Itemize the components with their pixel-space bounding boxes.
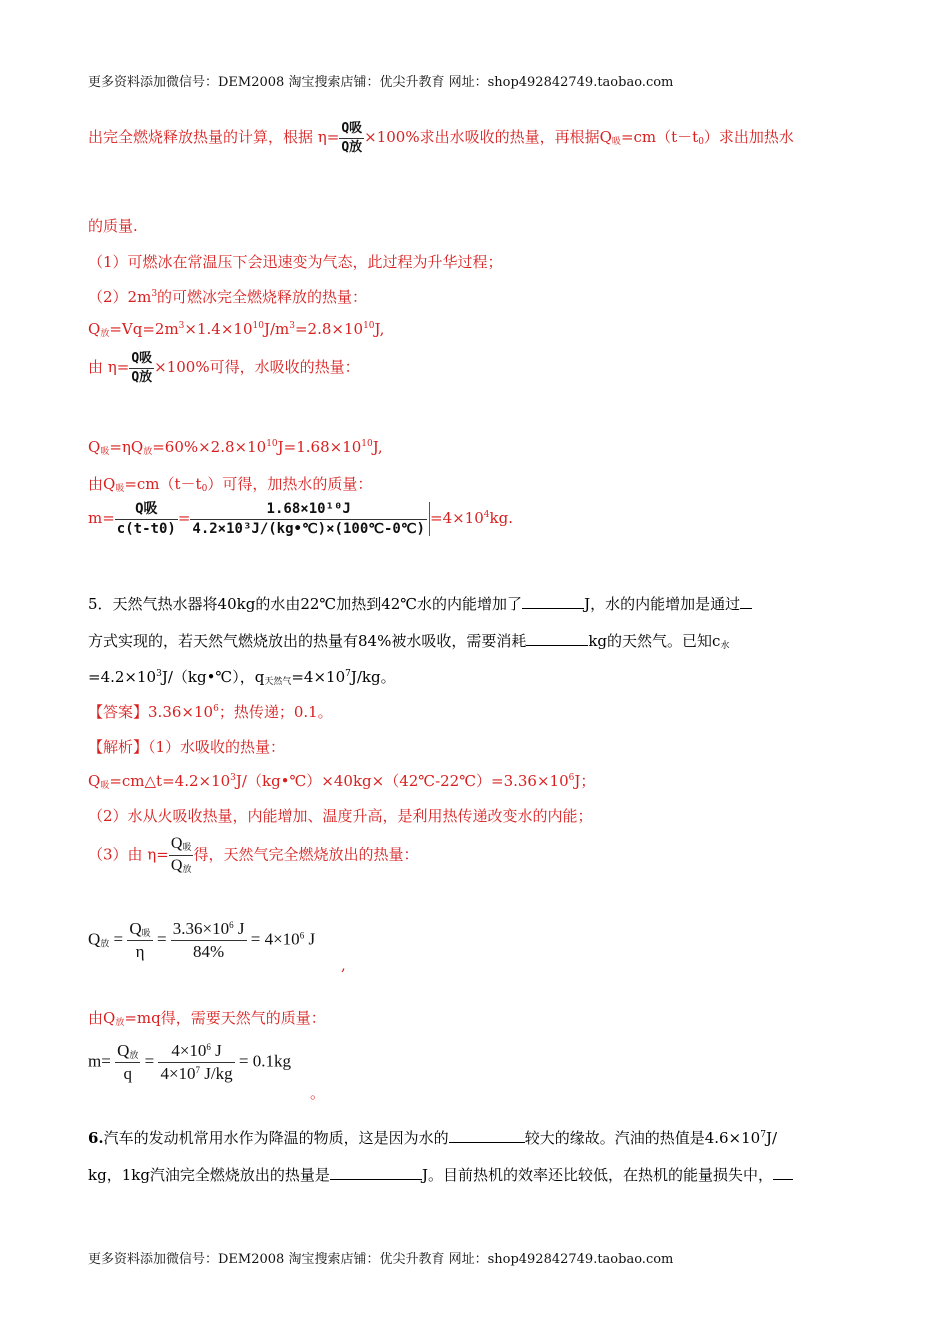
- answer-blank[interactable]: [740, 608, 752, 609]
- text: 出完全燃烧释放热量的计算，根据 η=: [88, 128, 340, 147]
- page-footer: 更多资料添加微信号：DEM2008 淘宝搜索店铺：优尖升教育 网址：shop492842749.taobao.com: [88, 1252, 674, 1267]
- q5-analysis-heading: [88, 736, 285, 757]
- superscript: 3: [156, 669, 162, 679]
- text: =: [177, 509, 191, 528]
- superscript: 3: [151, 289, 158, 299]
- fraction-numerator: Q吸: [129, 352, 154, 369]
- fraction-denominator: [169, 856, 194, 875]
- text-line: （1）可燃冰在常温压下会迅速变为气态，此过程为升华过程；: [88, 253, 503, 271]
- text: =mq得，需要天然气的质量：: [124, 1009, 326, 1027]
- text: （3）由 η=: [88, 845, 169, 864]
- text: J/m: [263, 320, 290, 338]
- text: （2）2m: [88, 288, 152, 306]
- fraction-q-over-q: [115, 1042, 140, 1083]
- text: kg的天然气。已知c: [588, 632, 721, 650]
- superscript: 7: [195, 1065, 201, 1076]
- superscript: 3: [230, 773, 236, 783]
- question-number: 6.: [88, 1129, 104, 1147]
- text-line: （2）水从火吸收热量，内能增加、温度升高，是利用热传递改变水的内能；: [88, 807, 593, 825]
- superscript: 7: [345, 669, 351, 679]
- q6-line-2: [88, 1164, 793, 1185]
- superscript: 6: [206, 1042, 211, 1053]
- q6-line-1: [88, 1127, 777, 1148]
- text: kg，1kg汽油完全燃烧放出的热量是: [88, 1166, 330, 1184]
- fraction-numerator: Q吸: [115, 502, 178, 520]
- text: Q: [88, 320, 101, 338]
- text: ×1.4×10: [184, 320, 253, 338]
- text: J/（kg•℃），q: [161, 668, 265, 686]
- text: =ηQ: [109, 438, 144, 456]
- superscript: 10: [361, 439, 373, 449]
- superscript: 6: [568, 773, 575, 783]
- subscript: 水: [720, 641, 730, 651]
- fraction-numerator: [171, 920, 247, 941]
- text: Q: [129, 919, 142, 938]
- fraction-denominator: 4.2×10³J/(kg•℃)×(100℃-0℃): [192, 520, 425, 537]
- text: = 0.1kg: [238, 1051, 291, 1071]
- text: =4×10: [430, 509, 484, 528]
- superscript: 3: [289, 321, 295, 331]
- text: =2.8×10: [294, 320, 364, 338]
- superscript: 4: [483, 510, 490, 521]
- text: m=: [88, 509, 115, 528]
- efficiency-fraction: [339, 122, 364, 154]
- equals: =: [144, 1051, 155, 1071]
- text: J=1.68×10: [277, 438, 362, 456]
- text: 的可燃冰完全燃烧释放的热量：: [157, 288, 368, 306]
- equals: =: [113, 929, 124, 949]
- page-header: 更多资料添加微信号：DEM2008 淘宝搜索店铺：优尖升教育 网址：shop492842749.taobao.com: [88, 75, 674, 90]
- text: Q: [88, 929, 101, 949]
- formula-q-absorb: [88, 438, 383, 457]
- text: 汽车的发动机常用水作为降温的物质，这是因为水的: [103, 1129, 449, 1147]
- text: J/kg: [200, 1064, 233, 1084]
- text: ）可得，加热水的质量：: [207, 475, 373, 493]
- fraction-numerator: Q吸: [339, 122, 364, 139]
- text: J/kg。: [350, 668, 396, 686]
- text: Q: [88, 438, 101, 456]
- fraction-q-over-eta: [127, 920, 152, 961]
- text: =cm（t－t: [620, 128, 699, 147]
- answer-blank[interactable]: [773, 1179, 793, 1180]
- formula-eta: [88, 352, 360, 384]
- mass-fraction-numeric: [190, 502, 430, 536]
- text: J,: [374, 320, 385, 338]
- fraction-denominator: 84%: [193, 942, 225, 962]
- fraction-numerator: [169, 836, 194, 856]
- q5-line-3: [88, 666, 396, 687]
- text: 3.36×10: [148, 703, 214, 721]
- comma: ,: [341, 956, 346, 974]
- text: 较大的缘故。汽油的热值是4.6×10: [524, 1129, 761, 1147]
- subscript: 吸: [141, 928, 151, 938]
- subscript: 吸: [100, 781, 110, 791]
- subscript: 放: [100, 938, 110, 949]
- fraction-numerator: [115, 1042, 140, 1063]
- text: ；热传递；0.1。: [218, 703, 333, 721]
- fraction-denominator: η: [135, 942, 145, 962]
- text-line: [88, 286, 367, 307]
- fraction-denominator: Q放: [131, 369, 153, 385]
- text: 得，天然气完全燃烧放出的热量：: [193, 845, 419, 864]
- text: J: [233, 919, 245, 939]
- text: 3.36×10: [172, 919, 230, 939]
- superscript: 10: [252, 321, 264, 331]
- q5-mass-intro: [88, 1007, 326, 1028]
- answer-blank[interactable]: [449, 1142, 525, 1143]
- text: J；: [574, 772, 596, 790]
- answer-blank[interactable]: [330, 1179, 422, 1180]
- fraction-denominator: [158, 1063, 234, 1083]
- text: ）求出加热水: [703, 128, 794, 147]
- fraction-numeric: [158, 1042, 234, 1083]
- text: J/（kg•℃）×40kg×（42℃-22℃）=3.36×10: [235, 772, 569, 790]
- superscript: 7: [760, 1130, 766, 1140]
- subscript: 吸: [182, 842, 192, 852]
- formula-q-release: [88, 320, 384, 339]
- superscript: 6: [299, 930, 305, 941]
- analysis-tag: 【解析】: [88, 738, 149, 756]
- text: 由Q: [88, 1009, 116, 1027]
- text: 由 η=: [88, 358, 130, 377]
- q5-line-2: [88, 630, 729, 651]
- subscript: 0: [201, 484, 208, 494]
- text: =4×10: [291, 668, 346, 686]
- subscript: 放: [182, 863, 192, 874]
- text: =4.2×10: [88, 668, 157, 686]
- subscript: 0: [698, 137, 704, 148]
- superscript: 10: [266, 439, 278, 449]
- fraction-numeric: [171, 920, 247, 961]
- text: =Vq=2m: [109, 320, 179, 338]
- period: 。: [310, 1084, 326, 1102]
- answer-blank[interactable]: [522, 608, 584, 609]
- text: J,: [372, 438, 383, 456]
- text-line: 的质量.: [88, 217, 138, 235]
- subscript: 吸: [611, 137, 621, 148]
- subscript: 天然气: [264, 677, 292, 687]
- subscript: 放: [100, 329, 110, 339]
- superscript: 6: [229, 920, 234, 931]
- subscript: 放: [129, 1050, 139, 1060]
- answer-tag: 【答案】: [88, 703, 149, 721]
- text: J，水的内能增加是通过: [584, 595, 741, 613]
- equation-q-release: [88, 920, 315, 961]
- text: m=: [88, 1051, 111, 1071]
- fraction-numerator: [127, 920, 152, 941]
- text: （1）水吸收的热量：: [148, 738, 286, 756]
- text: ×100%求出水吸收的热量，再根据Q: [364, 128, 612, 147]
- text: 方式实现的，若天然气燃烧放出的热量有84%被水吸收，需要消耗: [88, 632, 527, 650]
- q5-eta-line: [88, 836, 418, 875]
- efficiency-fraction: [169, 836, 194, 875]
- q5-line-1: [88, 593, 752, 614]
- subscript: 吸: [100, 447, 110, 457]
- text: = 4×10: [250, 929, 300, 949]
- text: J。目前热机的效率还比较低，在热机的能量损失中，: [421, 1166, 773, 1184]
- subscript: 放: [115, 1018, 125, 1028]
- text: 5．天然气热水器将40kg的水由22℃加热到42℃水的内能增加了: [88, 595, 523, 613]
- text: =cm（t－t: [124, 475, 202, 493]
- text: kg.: [489, 509, 513, 528]
- text: =60%×2.8×10: [152, 438, 267, 456]
- superscript: 3: [178, 321, 185, 331]
- text: 由Q: [88, 475, 116, 493]
- formula-mass: [88, 502, 513, 536]
- fraction-denominator: c(t-t0): [116, 520, 176, 537]
- text: Q: [117, 1041, 130, 1060]
- text: =cm△t=4.2×10: [109, 772, 231, 790]
- fraction-denominator: Q放: [341, 139, 363, 155]
- q5-heat-calc: [88, 770, 595, 791]
- equation-mass: [88, 1042, 291, 1083]
- text: 4×10: [160, 1064, 196, 1084]
- text: J/: [765, 1129, 778, 1147]
- subscript: 放: [143, 447, 153, 457]
- superscript: 10: [363, 321, 375, 331]
- fraction-numerator: 1.68×10¹⁰J: [190, 502, 427, 520]
- text: ×100%可得，水吸收的热量：: [154, 358, 360, 377]
- text-line: [88, 473, 372, 494]
- text: Q: [88, 772, 101, 790]
- answer-blank[interactable]: [526, 645, 588, 646]
- text: 4×10: [171, 1041, 207, 1061]
- text: J: [304, 929, 316, 949]
- q5-answer: [88, 701, 333, 722]
- subscript: 吸: [115, 484, 125, 494]
- fraction-denominator: q: [123, 1064, 132, 1084]
- mass-fraction-symbolic: [115, 502, 178, 536]
- superscript: 6: [213, 704, 219, 714]
- efficiency-fraction: [129, 352, 154, 384]
- text: Q: [170, 835, 183, 852]
- text: J: [210, 1041, 222, 1061]
- equals: =: [156, 929, 167, 949]
- text: Q: [170, 856, 183, 874]
- formula-line-1: [88, 122, 794, 154]
- fraction-numerator: [158, 1042, 234, 1063]
